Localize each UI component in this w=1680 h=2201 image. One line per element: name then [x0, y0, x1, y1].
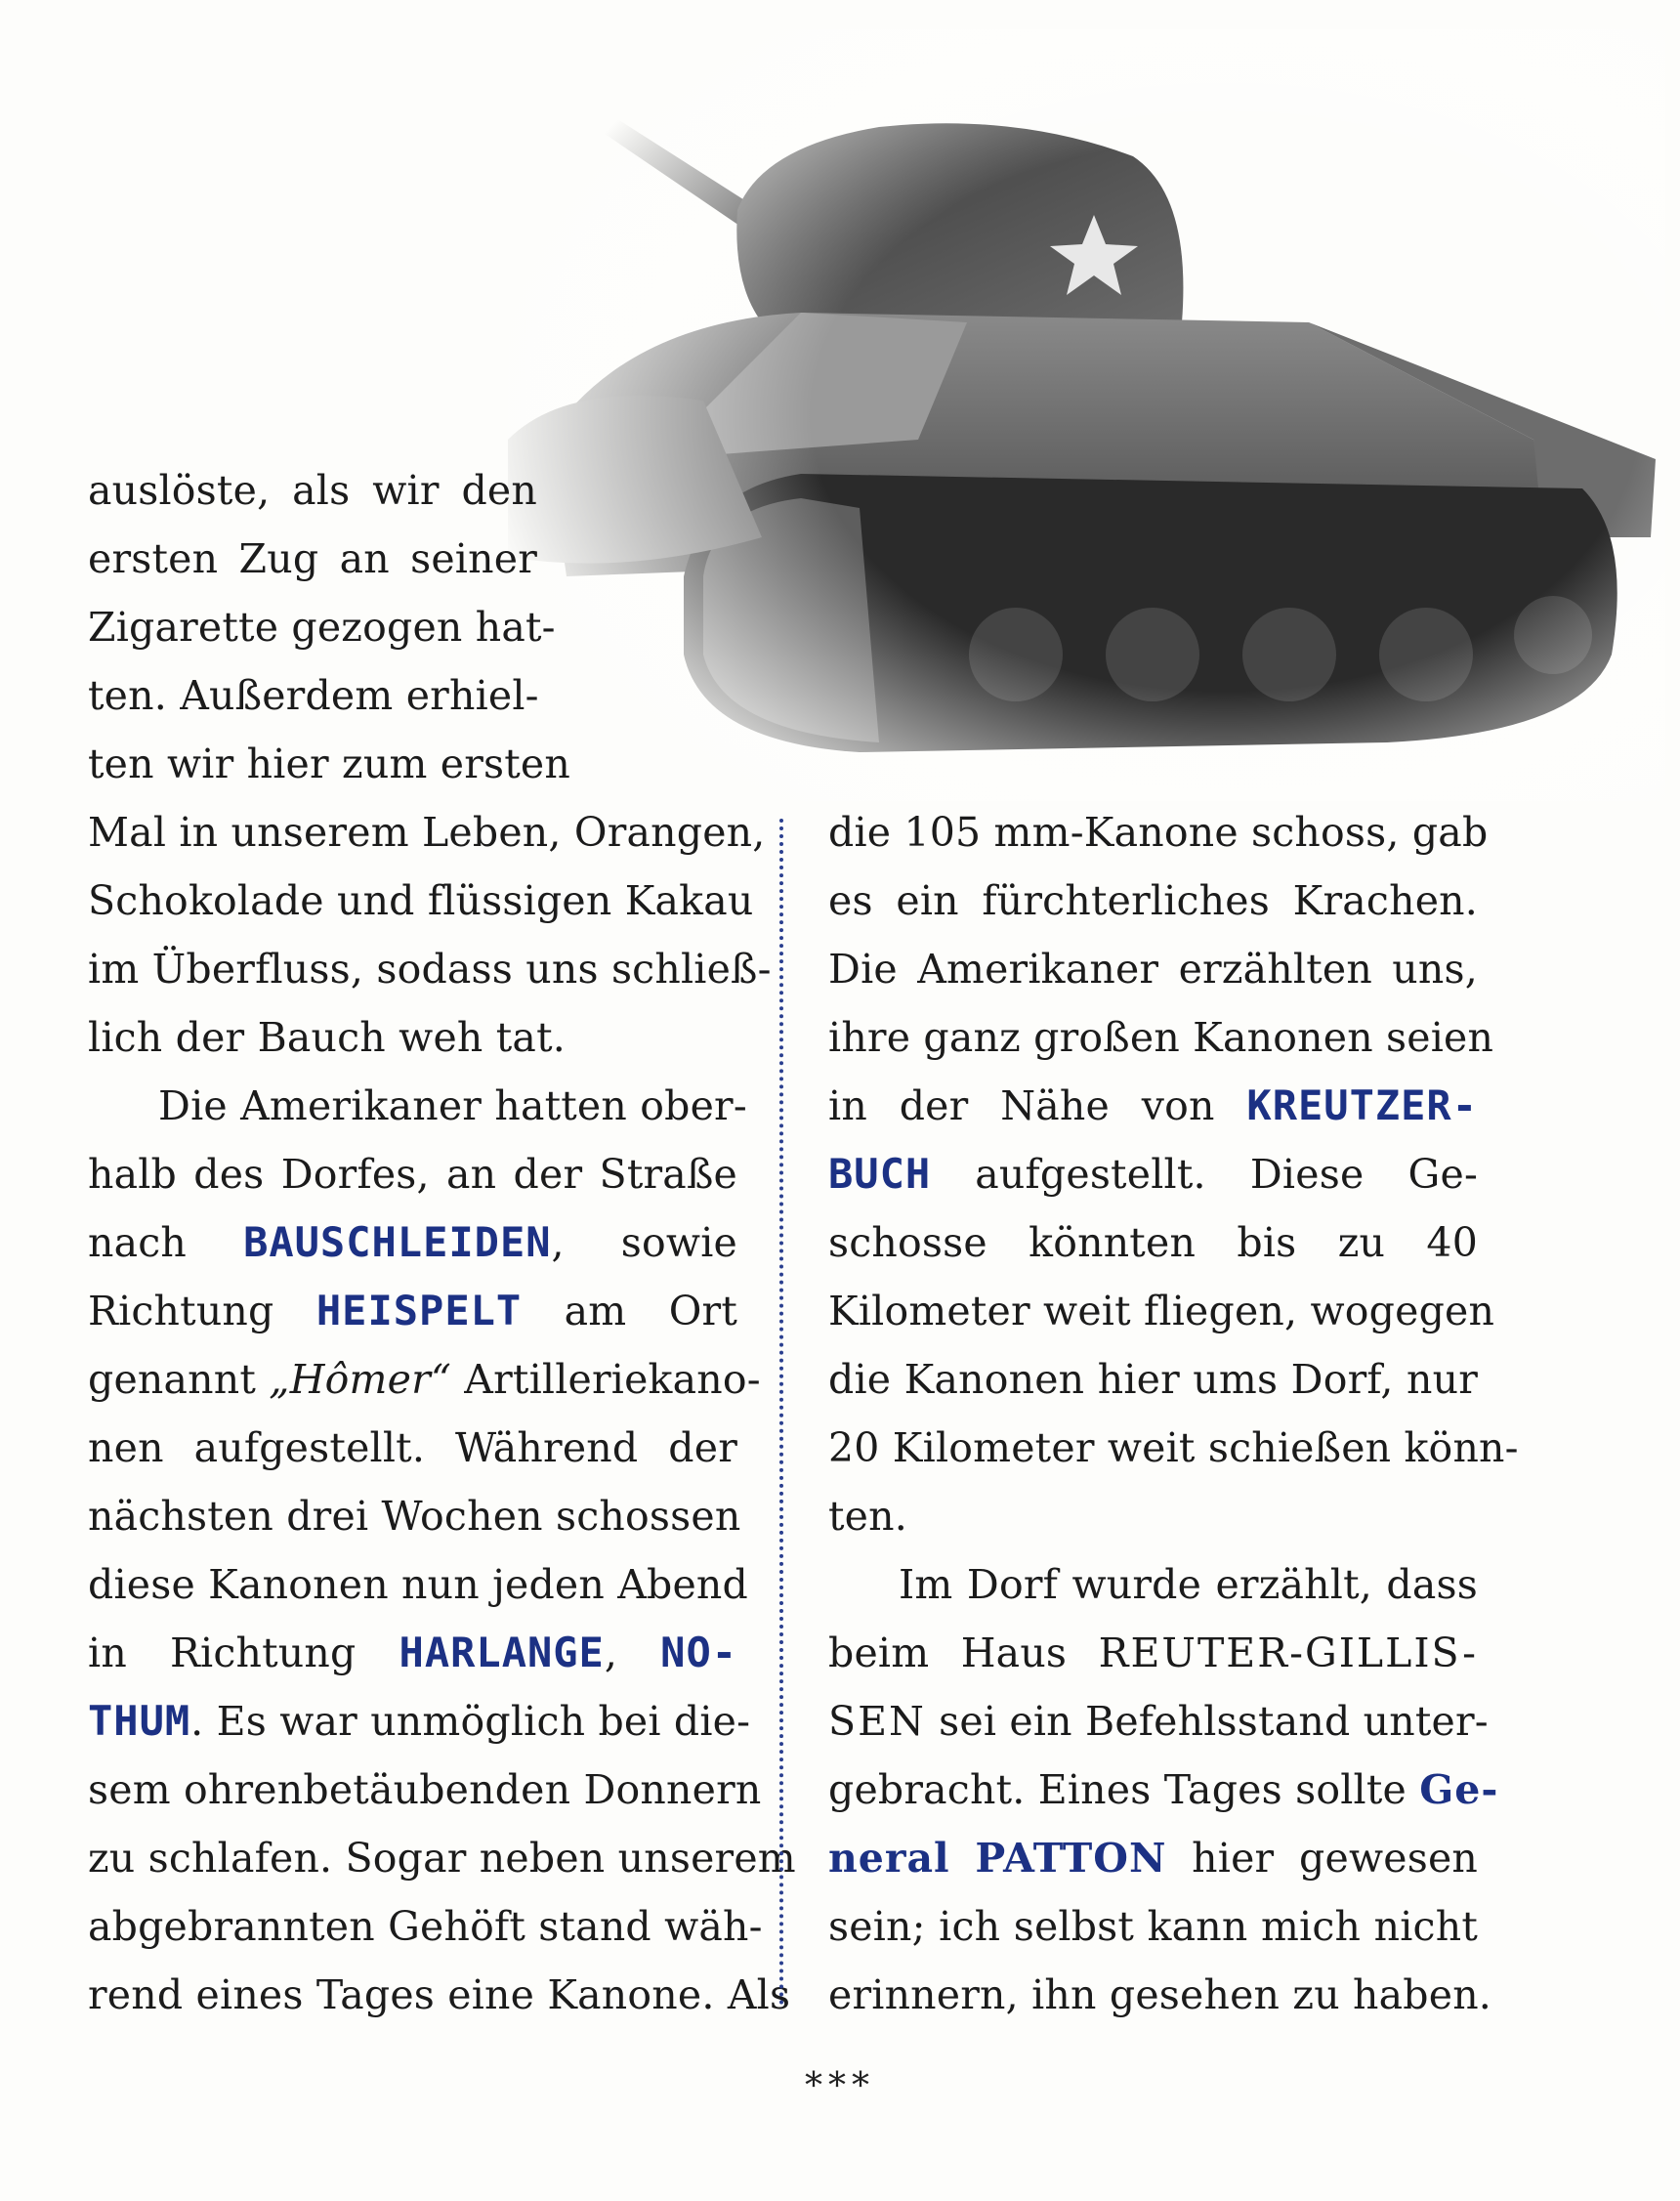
text-segment: sem ohrenbetäubenden Donnern [88, 1766, 762, 1813]
text-segment: zu schlafen. Sogar neben unserem [88, 1835, 796, 1882]
text-segment: gebracht. Eines Tages sollte [828, 1766, 1420, 1813]
text-line [88, 661, 537, 730]
text-segment: Mal in unserem Leben, Orangen, [88, 809, 766, 856]
text-line [828, 798, 1489, 867]
text-segment: Zigarette gezogen hat- [88, 604, 556, 651]
text-line [88, 1277, 737, 1345]
text-line [828, 1619, 1478, 1687]
text-segment: auslöste, als wir den [88, 467, 537, 514]
text-line [88, 593, 556, 661]
text-segment: hier gewesen [1166, 1835, 1479, 1882]
text-segment: sein; ich selbst kann mich nicht [828, 1903, 1478, 1950]
text-segment: . Es war unmöglich bei die- [190, 1698, 751, 1745]
text-line [88, 1619, 737, 1687]
text-line [88, 867, 754, 935]
text-segment: im Überfluss, sodass uns schließ- [88, 946, 772, 993]
text-segment: Die Amerikaner hatten ober- [158, 1082, 747, 1129]
text-segment: erinnern, ihn gesehen zu haben. [828, 1971, 1492, 2018]
text-line [88, 1208, 737, 1277]
text-line [828, 1003, 1494, 1072]
house-name: REUTER-GILLIS- [1098, 1630, 1478, 1676]
tank-photo [508, 29, 1665, 801]
text-segment: nächsten drei Wochen schossen [88, 1493, 741, 1540]
text-segment: ersten Zug an seiner [88, 535, 537, 582]
text-segment: die 105 mm-Kanone schoss, gab [828, 809, 1489, 856]
text-segment: genannt [88, 1356, 270, 1403]
person-name: neral [828, 1835, 950, 1882]
text-segment [950, 1835, 976, 1882]
text-segment: ten. Außerdem erhiel- [88, 672, 539, 719]
text-line [88, 1003, 737, 1072]
text-segment: schosse könnten bis zu 40 [828, 1219, 1478, 1266]
text-line [828, 935, 1478, 1003]
text-line [828, 867, 1478, 935]
text-line [828, 1277, 1495, 1345]
text-segment: sei ein Befehlsstand unter- [925, 1698, 1489, 1745]
text-line [828, 1892, 1478, 1961]
text-segment: abgebrannten Gehöft stand wäh- [88, 1903, 763, 1950]
text-line [88, 1961, 791, 2029]
place-name: HARLANGE [399, 1629, 605, 1676]
text-line [828, 1140, 1478, 1208]
place-name: HEISPELT [315, 1287, 523, 1334]
text-line [88, 1482, 741, 1550]
text-segment: ihre ganz großen Kanonen seien [828, 1014, 1494, 1061]
text-segment: es ein fürchterliches Krachen. [828, 877, 1478, 924]
text-segment: , [604, 1630, 661, 1676]
text-line [88, 525, 537, 593]
text-line [88, 1550, 748, 1619]
text-line [88, 1414, 737, 1482]
text-segment: , sowie [551, 1219, 737, 1266]
person-name: Ge- [1419, 1766, 1499, 1813]
place-name: THUM [88, 1697, 191, 1745]
text-line [828, 1824, 1478, 1892]
text-segment: beim Haus [828, 1630, 1099, 1676]
text-line [828, 1687, 1489, 1756]
place-name: NO- [660, 1629, 738, 1676]
text-segment: Richtung [88, 1288, 316, 1334]
section-separator: *** [805, 2066, 875, 2106]
text-segment: rend eines Tages eine Kanone. Als [88, 1971, 791, 2018]
text-line [828, 1756, 1499, 1824]
text-segment: aufgestellt. Diese Ge- [931, 1151, 1478, 1198]
text-segment: diese Kanonen nun jeden Abend [88, 1561, 748, 1608]
text-segment: Kilometer weit fliegen, wogegen [828, 1288, 1495, 1334]
text-line [88, 1687, 751, 1756]
text-segment: Schokolade und flüssigen Kakau [88, 877, 754, 924]
text-line [828, 1208, 1478, 1277]
text-segment: Artilleriekano- [451, 1356, 761, 1403]
text-segment: nach [88, 1219, 244, 1266]
text-line [88, 1345, 761, 1414]
text-segment: nen aufgestellt. Während der [88, 1424, 737, 1471]
text-line [88, 456, 537, 525]
column-divider [779, 819, 783, 2006]
person-name: PATTON [975, 1835, 1167, 1882]
place-name: BUCH [828, 1150, 932, 1198]
text-segment: in der Nähe von [828, 1082, 1247, 1129]
text-line [88, 1824, 796, 1892]
text-segment: die Kanonen hier ums Dorf, nur [828, 1356, 1478, 1403]
text-line [88, 798, 766, 867]
text-segment: Die Amerikaner erzählten uns, [828, 946, 1478, 993]
text-segment: am Ort [522, 1288, 737, 1334]
text-line [88, 1072, 747, 1140]
text-line [828, 1345, 1478, 1414]
house-name: SEN [828, 1698, 926, 1745]
text-line [828, 1072, 1478, 1140]
place-name: BAUSCHLEIDEN [243, 1218, 552, 1266]
text-line [88, 1892, 763, 1961]
place-name: KREUTZER- [1246, 1081, 1478, 1129]
text-line [828, 1550, 1478, 1619]
text-line [828, 1414, 1519, 1482]
text-segment: lich der Bauch weh tat. [88, 1014, 566, 1061]
text-segment: Im Dorf wurde erzählt, dass [899, 1561, 1478, 1608]
text-line [828, 1482, 1478, 1550]
text-segment: in Richtung [88, 1630, 399, 1676]
text-line [88, 1756, 762, 1824]
text-line [88, 730, 570, 798]
text-line [88, 1140, 737, 1208]
text-segment: halb des Dorfes, an der Straße [88, 1151, 737, 1198]
location-nickname: „Hômer“ [269, 1356, 452, 1403]
text-segment: ten wir hier zum ersten [88, 741, 570, 787]
text-line [88, 935, 772, 1003]
text-segment: ten. [828, 1493, 907, 1540]
text-line [828, 1961, 1492, 2029]
text-segment: 20 Kilometer weit schießen könn- [828, 1424, 1519, 1471]
